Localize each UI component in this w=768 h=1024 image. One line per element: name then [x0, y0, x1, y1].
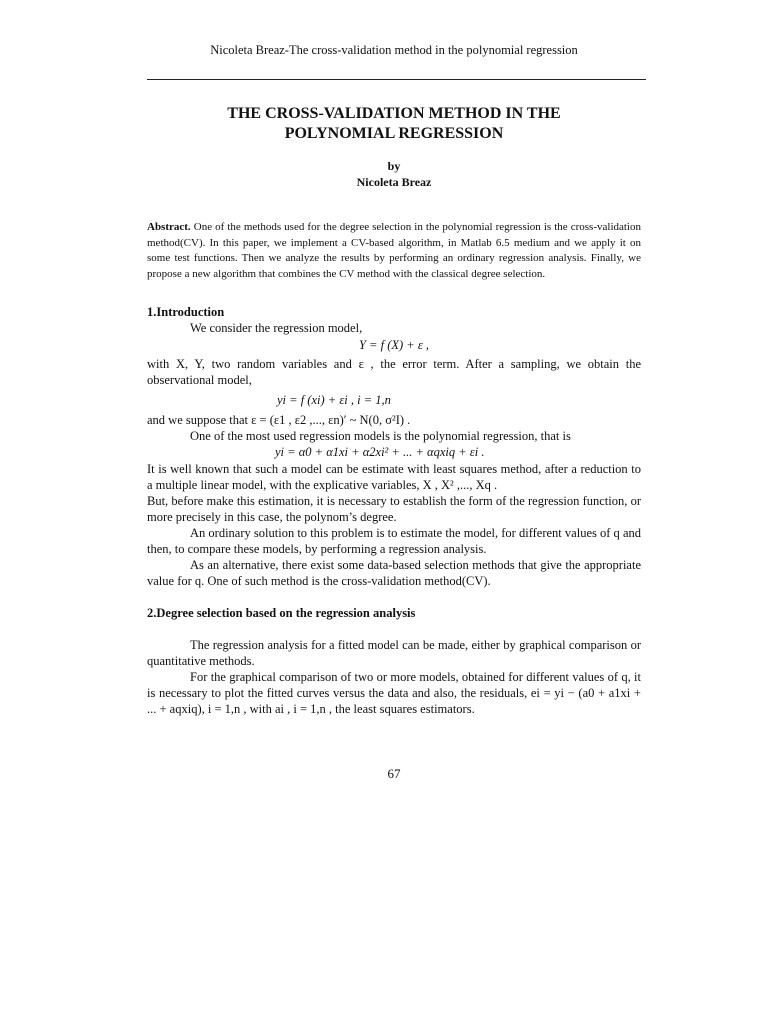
intro-paragraph-5: It is well known that such a model can be estimate with least squares method, after a reduction to a multiple linear model, with the explicative variables, X , X² ,..., Xq . [147, 462, 641, 492]
equation-polynomial-model: yi = α0 + α1xi + α2xi² + ... + αqxiq + εi . [275, 445, 485, 459]
equation-observational-model: yi = f (xi) + εi , i = 1,n [277, 393, 391, 407]
byline [147, 158, 641, 190]
intro-paragraph-8: As an alternative, there exist some data-based selection methods that give the appropriate value for q. One of such method is the cross-validation method(CV). [147, 558, 641, 588]
abstract-text: One of the methods used for the degree selection in the polynomial regression is the cross-validation method(CV). In this paper, we implement a CV-based algorithm, in Matlab 6.5 medium and we apply it on some test functions. Then we analyze the results by performing an ordinary regression analysis. Finally, we propose a new algorithm that combines the CV method with the classical degree selection. [147, 221, 641, 280]
title-line-1: THE CROSS-VALIDATION METHOD IN THE [227, 105, 561, 122]
title-line-2: POLYNOMIAL REGRESSION [284, 125, 504, 142]
intro-paragraph-6: But, before make this estimation, it is necessary to establish the form of the regression function, or more precisely in this case, the polynom’s degree. [147, 494, 641, 524]
intro-paragraph-4: One of the most used regression models is the polynomial regression, that is [190, 429, 571, 443]
intro-paragraph-1: We consider the regression model, [190, 321, 363, 335]
intro-paragraph-3: and we suppose that ε = (ε1 , ε2 ,..., εn)′ ~ N(0, σ²I) . [147, 413, 411, 427]
section-spacer [147, 621, 641, 637]
intro-paragraph-2: with X, Y, two random variables and ε , the error term. After a sampling, we obtain the observational model, [147, 357, 641, 387]
section-heading-introduction: 1.Introduction [147, 305, 225, 319]
body-text [147, 304, 641, 717]
header-rule [147, 79, 646, 80]
section2-paragraph-2: For the graphical comparison of two or more models, obtained for different values of q, it is necessary to plot the fitted curves versus the data and also, the residuals, ei = yi − (a0 + a1xi + ... + aqxiq), i = 1,n , with ai , i = 1,n , the least squares estimators. [147, 670, 641, 716]
author-name: Nicoleta Breaz [356, 175, 432, 189]
running-head: Nicoleta Breaz-The cross-validation method in the polynomial regression [210, 43, 578, 57]
paper-title [147, 104, 641, 144]
abstract [147, 220, 641, 282]
section-spacer [147, 589, 641, 605]
page-number: 67 [387, 766, 401, 781]
intro-paragraph-7: An ordinary solution to this problem is to estimate the model, for different values of q and then, to compare these models, by performing a regression analysis. [147, 526, 641, 556]
section-heading-degree-selection: 2.Degree selection based on the regression analysis [147, 606, 416, 620]
abstract-label: Abstract. [147, 221, 191, 233]
byline-by: by [387, 159, 401, 173]
equation-regression-model: Y = f (X) + ε , [358, 338, 430, 352]
section2-paragraph-1: The regression analysis for a fitted model can be made, either by graphical comparison or quantitative methods. [147, 638, 641, 668]
